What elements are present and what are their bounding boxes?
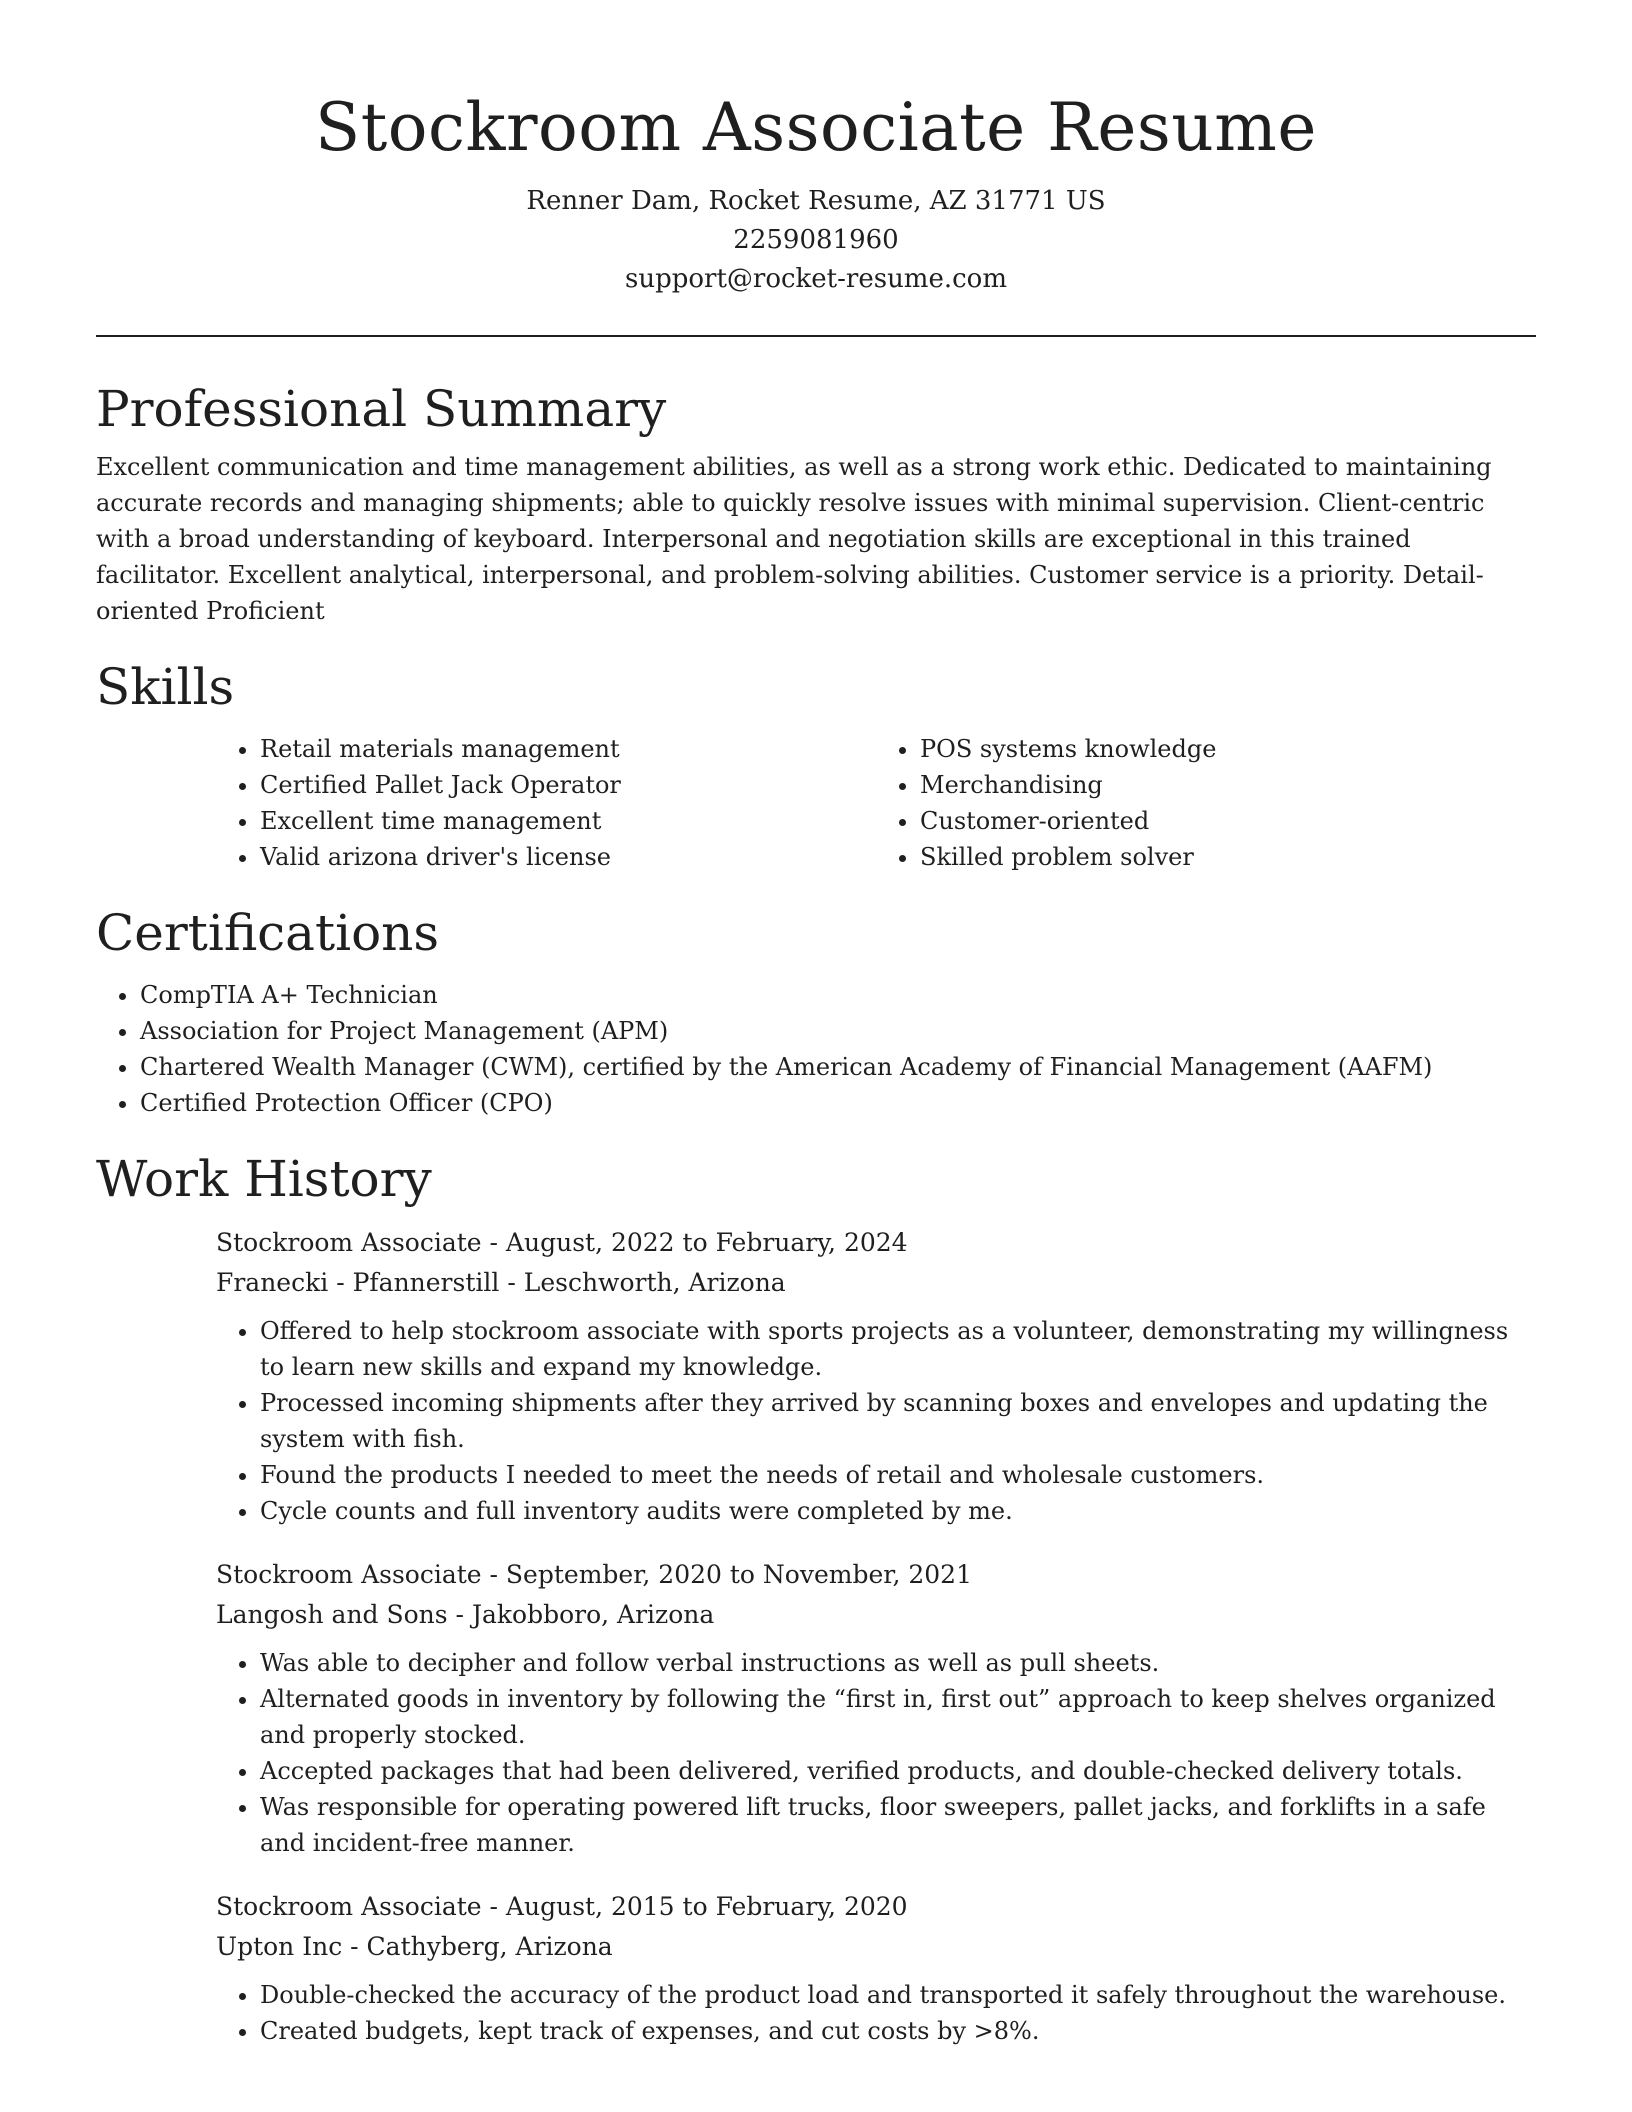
job-bullet: • Created budgets, kept track of expenses, and cut costs by >8%. — [260, 2013, 1536, 2049]
email-address: support@rocket-resume.com — [624, 264, 1007, 294]
certification-item: • CompTIA A+ Technician — [140, 977, 1536, 1013]
job-bullet: • Offered to help stockroom associate with sports projects as a volunteer, demonstrating my willingness to learn new skills and expand my knowledge. — [260, 1313, 1536, 1385]
job-entry — [216, 1223, 1536, 1529]
skills-section — [96, 655, 1536, 875]
job-title-dates: Stockroom Associate - September, 2020 to November, 2021 — [216, 1560, 972, 1589]
job-company-location: Upton Inc - Cathyberg, Arizona — [216, 1932, 613, 1961]
address: Renner Dam, Rocket Resume, AZ 31771 US — [526, 186, 1106, 216]
job-bullet: • Processed incoming shipments after they arrived by scanning boxes and envelopes and updating the system with fish. — [260, 1385, 1536, 1457]
phone-number: 2259081960 — [733, 225, 899, 255]
certification-item: • Certified Protection Officer (CPO) — [140, 1085, 1536, 1121]
skill-item: • Certified Pallet Jack Operator — [260, 767, 876, 803]
page-title: Stockroom Associate Resume — [315, 89, 1317, 166]
skills-heading: Skills — [96, 658, 235, 716]
summary-text: Excellent communication and time management abilities, as well as a strong work ethic. Dedicated to maintaining accurate records and managing shipments; able to quickly resolve issues with minimal supervision. Client-centric with a broad understanding of keyboard. Interpersonal and negotiation skills are exceptional in this trained facilitator. Excellent analytical, interpersonal, and problem-solving abilities. Customer service is a priority. Detail-oriented Proficient — [96, 453, 1492, 625]
skill-item: • Excellent time management — [260, 803, 876, 839]
skill-item: • Customer-oriented — [920, 803, 1536, 839]
skill-item: • Valid arizona driver's license — [260, 839, 876, 875]
work-history-heading: Work History — [96, 1150, 432, 1208]
job-bullet: • Alternated goods in inventory by following the “first in, first out” approach to keep shelves organized and properly stocked. — [260, 1681, 1536, 1753]
skill-item: • Retail materials management — [260, 731, 876, 767]
job-title-dates: Stockroom Associate - August, 2022 to February, 2024 — [216, 1228, 908, 1257]
certifications-list — [96, 977, 1536, 1121]
job-bullet: • Cycle counts and full inventory audits were completed by me. — [260, 1493, 1536, 1529]
skill-item: • POS systems knowledge — [920, 731, 1536, 767]
job-bullets — [216, 1977, 1536, 2049]
certifications-heading: Certifications — [96, 904, 440, 962]
certification-item: • Association for Project Management (APM) — [140, 1013, 1536, 1049]
contact-info — [96, 182, 1536, 299]
job-bullet: • Double-checked the accuracy of the product load and transported it safely throughout the warehouse. — [260, 1977, 1536, 2013]
job-bullets — [216, 1645, 1536, 1861]
job-bullet: • Found the products I needed to meet the needs of retail and wholesale customers. — [260, 1457, 1536, 1493]
summary-heading: Professional Summary — [96, 380, 667, 438]
summary-section — [96, 377, 1536, 629]
job-bullets — [216, 1313, 1536, 1529]
job-entry — [216, 1887, 1536, 2049]
skill-item: • Skilled problem solver — [920, 839, 1536, 875]
job-bullet: • Was able to decipher and follow verbal instructions as well as pull sheets. — [260, 1645, 1536, 1681]
job-company-location: Langosh and Sons - Jakobboro, Arizona — [216, 1600, 715, 1629]
job-bullet: • Was responsible for operating powered lift trucks, floor sweepers, pallet jacks, and forklifts in a safe and incident-free manner. — [260, 1789, 1536, 1861]
job-entry — [216, 1555, 1536, 1861]
skills-list-right — [876, 731, 1536, 875]
job-title-dates: Stockroom Associate - August, 2015 to February, 2020 — [216, 1892, 908, 1921]
skills-grid — [216, 731, 1536, 875]
resume-header — [96, 0, 1536, 299]
certification-item: • Chartered Wealth Manager (CWM), certified by the American Academy of Financial Management (AAFM) — [140, 1049, 1536, 1085]
skills-list-left — [216, 731, 876, 875]
job-company-location: Franecki - Pfannerstill - Leschworth, Arizona — [216, 1268, 786, 1297]
header-divider — [96, 335, 1536, 337]
skill-item: • Merchandising — [920, 767, 1536, 803]
work-history-section — [96, 1147, 1536, 2049]
job-bullet: • Accepted packages that had been delivered, verified products, and double-checked delivery totals. — [260, 1753, 1536, 1789]
certifications-section — [96, 901, 1536, 1121]
